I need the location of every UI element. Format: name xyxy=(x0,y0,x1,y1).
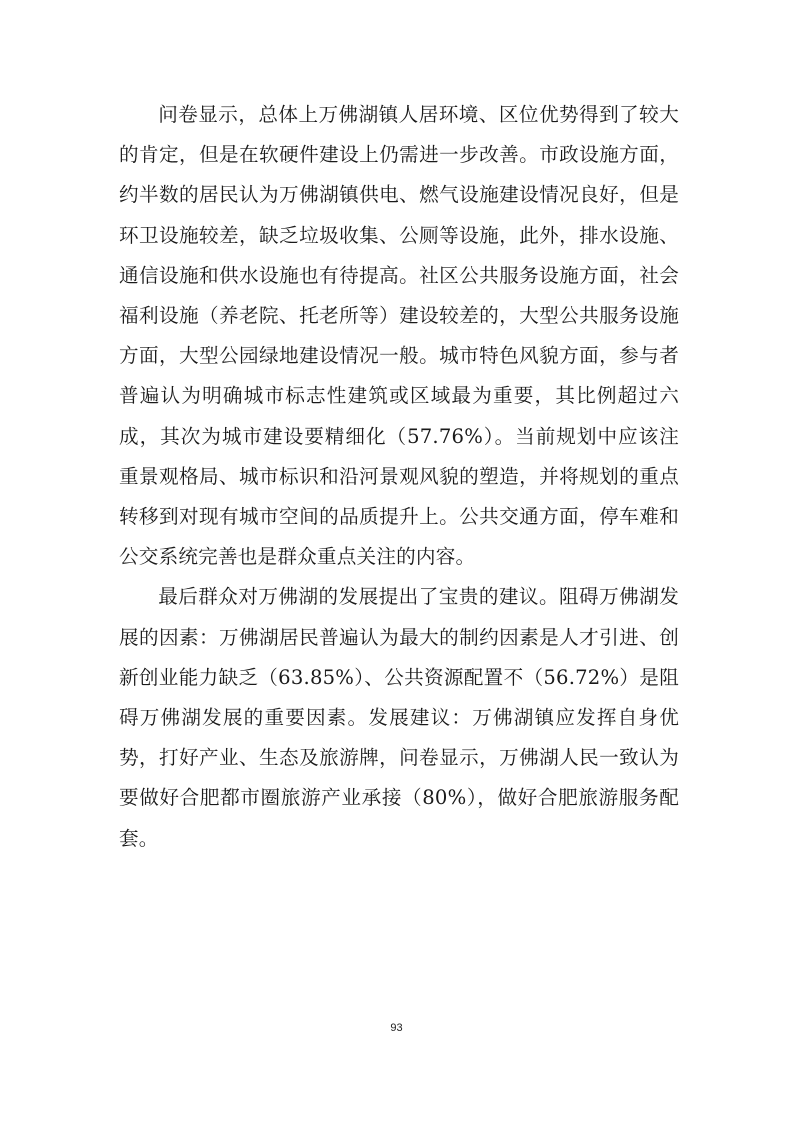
paragraph-survey-findings: 问卷显示，总体上万佛湖镇人居环境、区位优势得到了较大的肯定，但是在软硬件建设上仍需进一步改善。市政设施方面，约半数的居民认为万佛湖镇供电、燃气设施建设情况良好，但是环卫设施较差，缺乏垃圾收集、公厕等设施，此外，排水设施、通信设施和供水设施也有待提高。社区公共服务设施方面，社会福利设施（养老院、托老所等）建设较差的，大型公共服务设施方面，大型公园绿地建设情况一般。城市特色风貌方面，参与者普遍认为明确城市标志性建筑或区域最为重要，其比例超过六成，其次为城市建设要精细化（57.76%）。当前规划中应该注重景观格局、城市标识和沿河景观风貌的塑造，并将规划的重点转移到对现有城市空间的品质提升上。公共交通方面，停车难和公交系统完善也是群众重点关注的内容。 xyxy=(119,103,679,569)
paragraph-development-suggestions: 最后群众对万佛湖的发展提出了宝贵的建议。阻碍万佛湖发展的因素：万佛湖居民普遍认为最大的制约因素是人才引进、创新创业能力缺乏（63.85%）、公共资源配置不（56.72%）是阻碍万佛湖发展的重要因素。发展建议：万佛湖镇应发挥自身优势，打好产业、生态及旅游牌，问卷显示，万佛湖人民一致认为要做好合肥都市圈旅游产业承接（80%），做好合肥旅游服务配套。 xyxy=(119,585,679,850)
body-text xyxy=(119,95,679,859)
page-number: 93 xyxy=(390,1022,403,1034)
